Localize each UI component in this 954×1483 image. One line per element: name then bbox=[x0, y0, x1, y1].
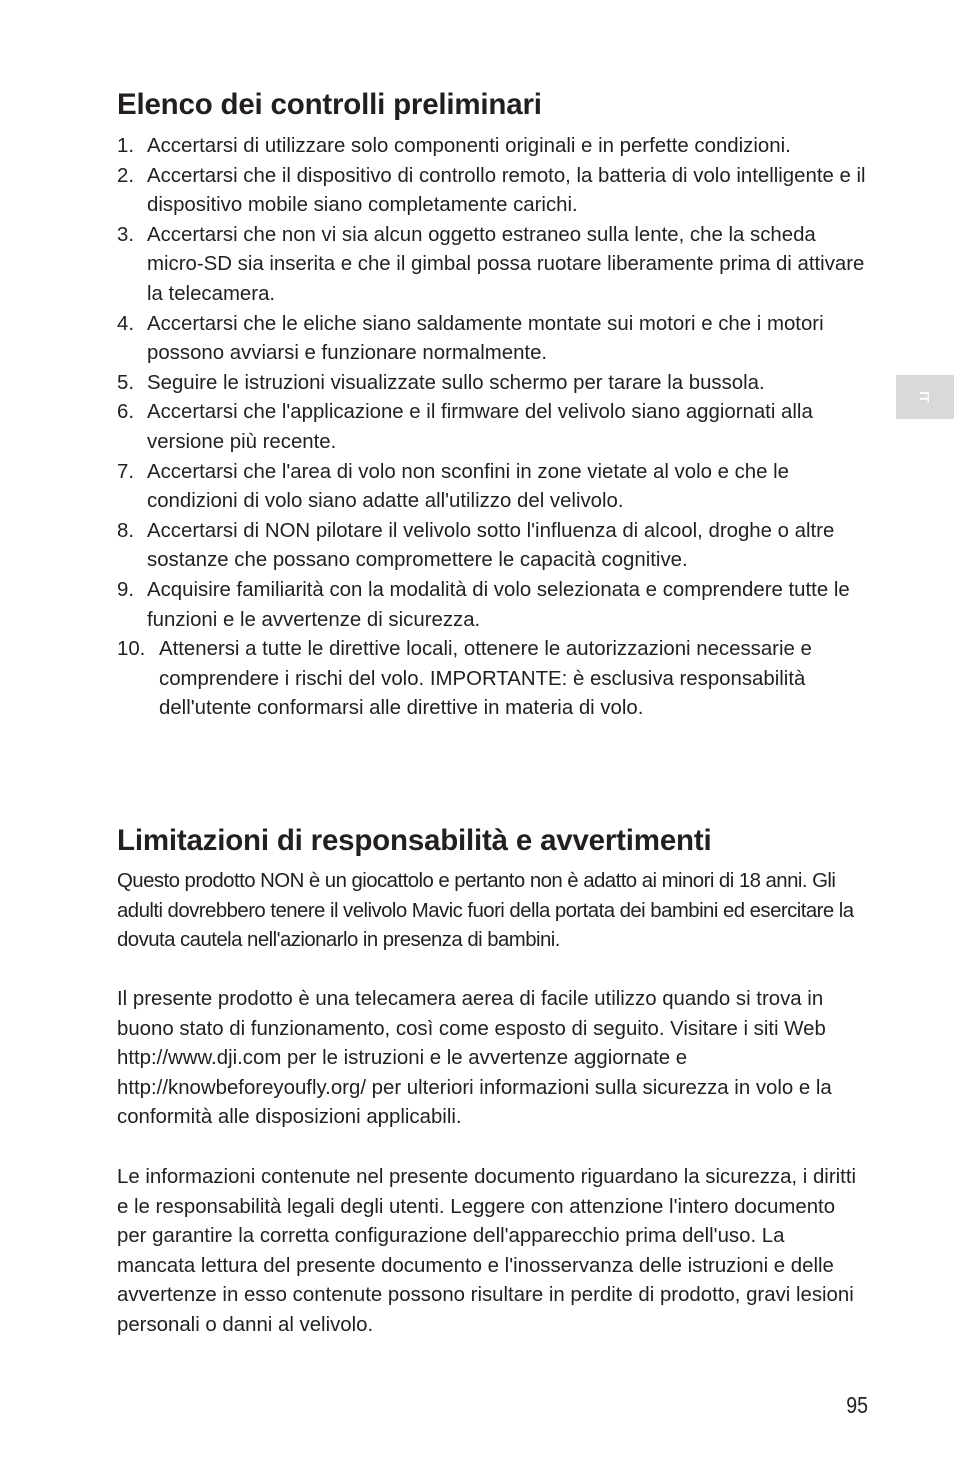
list-item bbox=[117, 398, 869, 457]
list-item-text: Accertarsi che le eliche siano saldamente montate sui motori e che i motori possono avviarsi e funzionare normalmente. bbox=[147, 312, 824, 365]
language-tab-label: IT bbox=[917, 391, 933, 403]
list-item bbox=[117, 517, 869, 576]
list-item-number: 10. bbox=[117, 638, 146, 661]
list-item bbox=[117, 635, 869, 724]
list-item-text: Accertarsi di utilizzare solo componenti originali e in perfette condizioni. bbox=[147, 135, 791, 157]
list-item bbox=[117, 458, 869, 517]
list-item-text: Attenersi a tutte le direttive locali, ottenere le autorizzazioni necessarie e comprendere i rischi del volo. IMPORTANTE: è esclusiva responsabilità dell'utente conformarsi alle direttive in materia di volo. bbox=[159, 638, 812, 720]
list-item-number: 6. bbox=[117, 401, 135, 424]
list-item-number: 9. bbox=[117, 578, 135, 601]
list-item-text: Seguire le istruzioni visualizzate sullo schermo per tarare la bussola. bbox=[147, 371, 765, 394]
list-item-text: Acquisire familiarità con la modalità di volo selezionata e comprendere tutte le funzioni e le avvertenze di sicurezza. bbox=[147, 578, 850, 631]
list-item-text: Accertarsi che l'applicazione e il firmware del velivolo siano aggiornati alla versione più recente. bbox=[147, 401, 813, 453]
list-item bbox=[117, 310, 869, 369]
list-item-number: 5. bbox=[117, 371, 135, 394]
list-item-number: 3. bbox=[117, 223, 135, 246]
preflight-checklist bbox=[117, 132, 869, 724]
list-item-number: 1. bbox=[117, 135, 135, 157]
list-item bbox=[117, 132, 869, 162]
disclaimer-paragraph: Il presente prodotto è una telecamera aerea di facile utilizzo quando si trova in buono stato di funzionamento, così come esposto di seguito. Visitare i siti Web http://www.dji.com per le istruzioni e le avvertenze aggiornate e http://knowbeforeyoufly.org/ per ulteriori informazioni sulla sicurezza in volo e la conformità alle disposizioni applicabili. bbox=[117, 988, 832, 1129]
disclaimer-paragraph: Le informazioni contenute nel presente documento riguardano la sicurezza, i diritti e le responsabilità legali degli utenti. Leggere con attenzione l'intero documento per garantire la corretta configurazione dell'apparecchio prima dell'uso. La mancata lettura del presente documento e l'inosservanza delle istruzioni e delle avvertenze in esso contenute possono risultare in perdite di prodotto, gravi lesioni personali o danni al velivolo. bbox=[117, 1166, 857, 1336]
list-item-number: 7. bbox=[117, 460, 135, 483]
list-item-text: Accertarsi di NON pilotare il velivolo sotto l'influenza di alcool, droghe o altre sostanze che possano compromettere le capacità cognitive. bbox=[147, 519, 835, 572]
list-item bbox=[117, 162, 869, 221]
list-item-text: Accertarsi che il dispositivo di controllo remoto, la batteria di volo intelligente e il dispositivo mobile siano completamente carichi. bbox=[147, 164, 866, 217]
list-item bbox=[117, 369, 869, 399]
list-item-number: 8. bbox=[117, 519, 135, 542]
list-item-text: Accertarsi che l'area di volo non sconfini in zone vietate al volo e che le condizioni di volo siano adatte all'utilizzo del velivolo. bbox=[147, 460, 790, 513]
language-tab bbox=[896, 375, 954, 419]
disclaimer-paragraph: Questo prodotto NON è un giocattolo e pertanto non è adatto ai minori di 18 anni. Gli adulti dovrebbero tenere il velivolo Mavic fuori della portata dei bambini ed esercitare la dovuta cautela nell'azionarlo in presenza di bambini. bbox=[117, 870, 854, 952]
list-item-number: 4. bbox=[117, 312, 135, 335]
list-item bbox=[117, 221, 869, 310]
list-item-text: Accertarsi che non vi sia alcun oggetto estraneo sulla lente, che la scheda micro-SD sia inserita e che il gimbal possa ruotare liberamente prima di attivare la telecamera. bbox=[147, 223, 865, 305]
list-item bbox=[117, 576, 869, 635]
page-number: 95 bbox=[846, 1392, 868, 1418]
list-item-number: 2. bbox=[117, 164, 135, 187]
checklist-heading: Elenco dei controlli preliminari bbox=[117, 88, 542, 121]
disclaimer-heading: Limitazioni di responsabilità e avvertimenti bbox=[117, 824, 712, 857]
